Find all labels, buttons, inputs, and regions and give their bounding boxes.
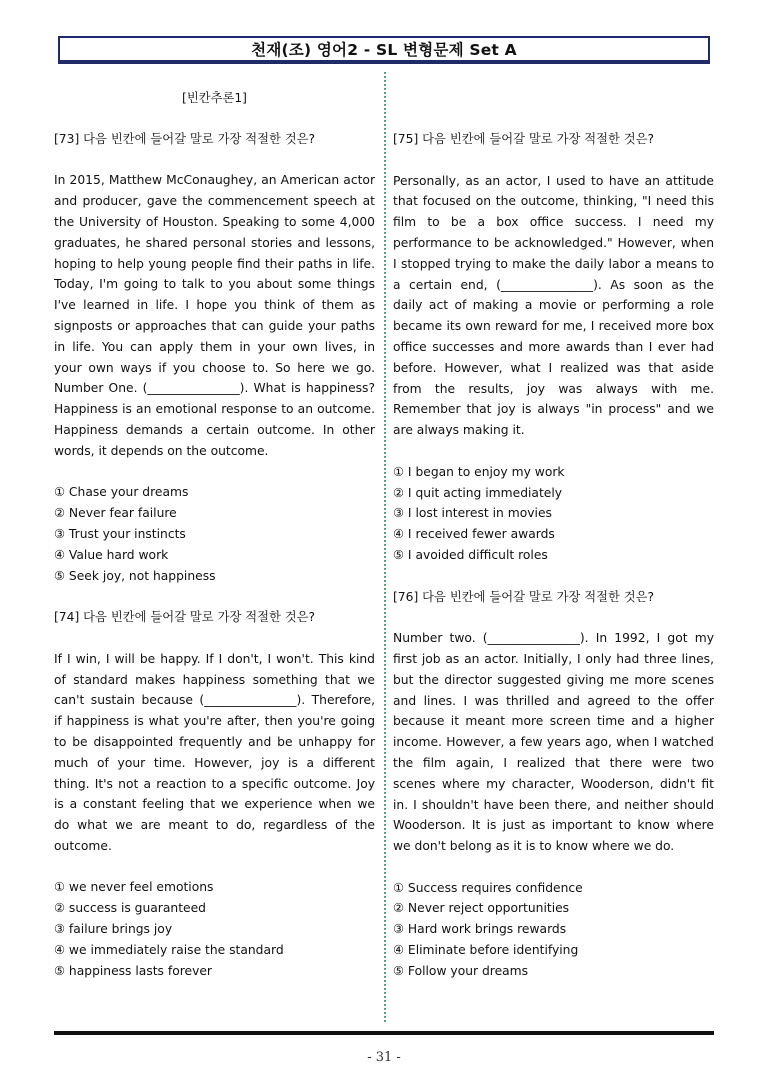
footer-rule	[54, 1031, 714, 1035]
section-label: [빈칸추론1]	[182, 91, 247, 105]
question-76-options	[393, 878, 714, 982]
option-3: ③ failure brings joy	[54, 922, 173, 937]
option-5: ⑤ I avoided difficult roles	[393, 547, 548, 562]
option-5: ⑤ Follow your dreams	[393, 963, 529, 978]
option-2: ② success is guaranteed	[54, 901, 206, 916]
option-1: ① we never feel emotions	[54, 880, 214, 895]
column-divider	[384, 72, 386, 1022]
page-number: - 31 -	[367, 1050, 401, 1065]
header-box	[58, 36, 710, 64]
question-75-options	[393, 462, 714, 566]
option-5: ⑤ Seek joy, not happiness	[54, 568, 216, 583]
question-73-prompt: [73] 다음 빈칸에 들어갈 말로 가장 적절한 것은?	[54, 131, 316, 146]
question-76-passage: Number two. (_______________). In 1992, I got my first job as an actor. Initially, I only had three lines, but the director suggested giving me more scenes and lines. I was thrilled and agreed to the offer because it meant more screen time and a higher income. However, a few years ago, when I watched the film again, I realized that there were two scenes where my character, Wooderson, didn't fit in. I shouldn't have been there, and neither should Wooderson. It is just as important to know where we don't belong as it is to know where we do.	[393, 631, 714, 854]
page-title: 천재(조) 영어2 - SL 변형문제 Set A	[251, 41, 517, 59]
option-1: ① Success requires confidence	[393, 880, 583, 895]
question-73-options	[54, 482, 375, 586]
option-4: ④ Eliminate before identifying	[393, 943, 579, 958]
question-74-passage: If I win, I will be happy. If I don't, I won't. This kind of standard makes happiness something that we can't sustain because (_______________). Therefore, if happiness is what you're after, then you're going to be disappointed frequently and be unhappy for much of your time. However, joy is a different thing. It's not a reaction to a specific outcome. Joy is a constant feeling that we experience when we do what we are meant to do, regardless of the outcome.	[54, 651, 375, 853]
option-4: ④ Value hard work	[54, 547, 169, 562]
option-5: ⑤ happiness lasts forever	[54, 963, 212, 978]
question-76-prompt: [76] 다음 빈칸에 들어갈 말로 가장 적절한 것은?	[393, 589, 655, 604]
option-3: ③ Trust your instincts	[54, 526, 186, 541]
right-column-spacer	[393, 88, 714, 129]
option-2: ② I quit acting immediately	[393, 485, 563, 500]
option-3: ③ I lost interest in movies	[393, 506, 552, 521]
left-column	[54, 88, 375, 1002]
right-column	[393, 88, 714, 1002]
question-75-passage: Personally, as an actor, I used to have an attitude that focused on the outcome, thinking, "I need this film to be a box office success. I need my performance to be acknowledged." However, when I stopped trying to make the daily labor a means to a certain end, (_______________). As soon as the daily act of making a movie or performing a role became its own reward for me, I received more box office successes and more awards than I ever had before. However, what I realized was that aside from the results, joy was always with me. Remember that joy is always "in process" and we are always making it.	[393, 173, 714, 438]
option-4: ④ I received fewer awards	[393, 527, 555, 542]
option-1: ① I began to enjoy my work	[393, 464, 565, 479]
option-2: ② Never fear failure	[54, 506, 177, 521]
question-74-options	[54, 877, 375, 981]
option-1: ① Chase your dreams	[54, 485, 189, 500]
question-74-prompt: [74] 다음 빈칸에 들어갈 말로 가장 적절한 것은?	[54, 610, 316, 625]
option-4: ④ we immediately raise the standard	[54, 942, 284, 957]
option-3: ③ Hard work brings rewards	[393, 922, 567, 937]
option-2: ② Never reject opportunities	[393, 901, 570, 916]
question-75-prompt: [75] 다음 빈칸에 들어갈 말로 가장 적절한 것은?	[393, 132, 655, 146]
question-73-passage: In 2015, Matthew McConaughey, an American actor and producer, gave the commencement speech at the University of Houston. Speaking to some 4,000 graduates, he shared personal stories and lessons, hoping to help young people find their paths in life. Today, I'm going to talk to you about some things I've learned in life. I hope you think of them as signposts or approaches that can guide your paths in life. You can apply them in your own lives, in your own ways if you choose to. So here we go. Number One. (_______________). What is happiness? Happiness is an emotional response to an outcome. Happiness demands a certain outcome. In other words, it depends on the outcome.	[54, 173, 375, 458]
